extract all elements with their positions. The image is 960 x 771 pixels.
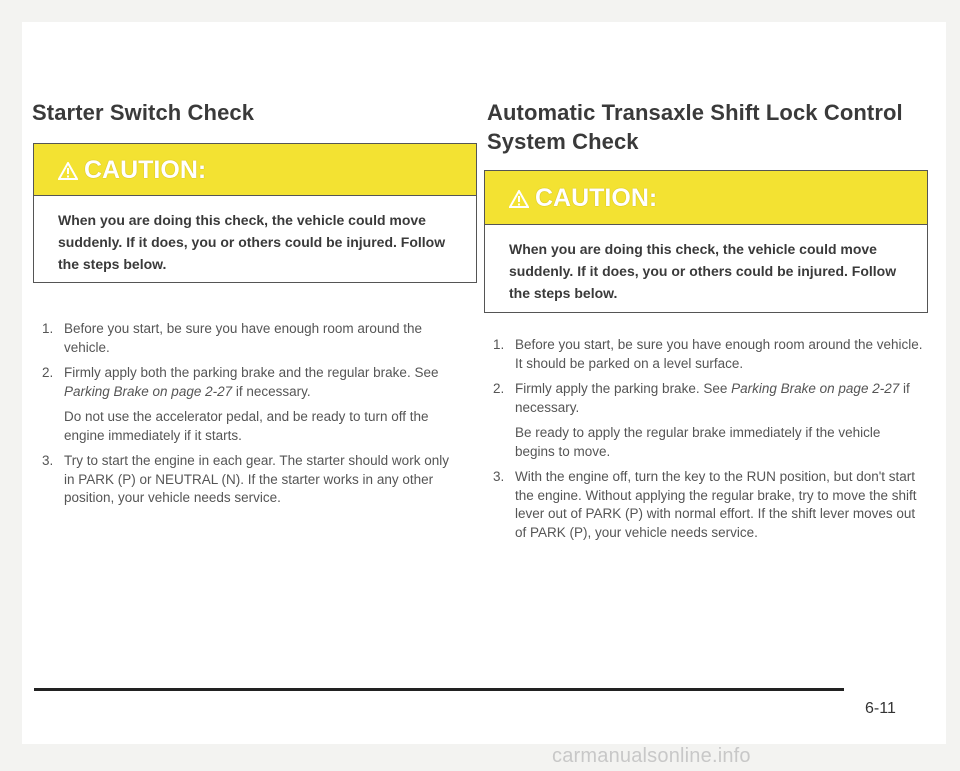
caution-text: When you are doing this check, the vehicle could move suddenly. If it does, you or others could be injured. Follow the steps below. — [58, 212, 446, 272]
starter-check-steps — [36, 320, 456, 515]
caution-box-left — [33, 143, 477, 283]
list-item: 2. Firmly apply the parking brake. See Parking Brake on page 2-27 if necessary. Be ready to apply the regular brake immediately if the vehicle begins to move. — [493, 381, 910, 459]
caution-box-right — [484, 170, 928, 313]
caution-label: CAUTION: — [535, 184, 658, 212]
caution-label: CAUTION: — [84, 156, 207, 184]
manual-page — [22, 22, 946, 744]
warning-triangle-icon — [509, 173, 529, 227]
caution-text: When you are doing this check, the vehicle could move suddenly. If it does, you or others could be injured. Follow the steps below. — [509, 241, 897, 301]
cross-reference: Parking Brake on page 2-27 — [731, 381, 900, 396]
shift-lock-check-steps — [487, 336, 923, 549]
watermark: carmanualsonline.info — [552, 745, 751, 767]
page-number: 6-11 — [865, 700, 896, 717]
right-column — [487, 98, 933, 156]
footer-divider — [34, 688, 844, 691]
list-item: 3. With the engine off, turn the key to the RUN position, but don't start the engine. Without applying the regular brake, try to move the shift lever out of PARK (P) with normal effort. If the shift lever moves out of PARK (P), your vehicle needs service. — [493, 469, 917, 540]
left-column — [32, 98, 478, 127]
cross-reference: Parking Brake on page 2-27 — [64, 383, 233, 399]
section-heading-shift-lock-check: Automatic Transaxle Shift Lock Control System Check — [487, 100, 903, 154]
list-item: 1. Before you start, be sure you have enough room around the vehicle. It should be parked on a level surface. — [493, 337, 923, 371]
warning-triangle-icon — [58, 146, 78, 198]
list-item: 1. Before you start, be sure you have enough room around the vehicle. — [42, 321, 422, 355]
section-heading-starter-switch-check: Starter Switch Check — [32, 100, 255, 125]
list-item: 3. Try to start the engine in each gear. The starter should work only in PARK (P) or NEUTRAL (N). If the starter works in any other position, your vehicle needs service. — [42, 453, 449, 505]
list-item: 2. Firmly apply both the parking brake and the regular brake. See Parking Brake on page 2-27 if necessary. Do not use the accelerator pedal, and be ready to turn off the engine immediately if it starts. — [42, 365, 439, 443]
